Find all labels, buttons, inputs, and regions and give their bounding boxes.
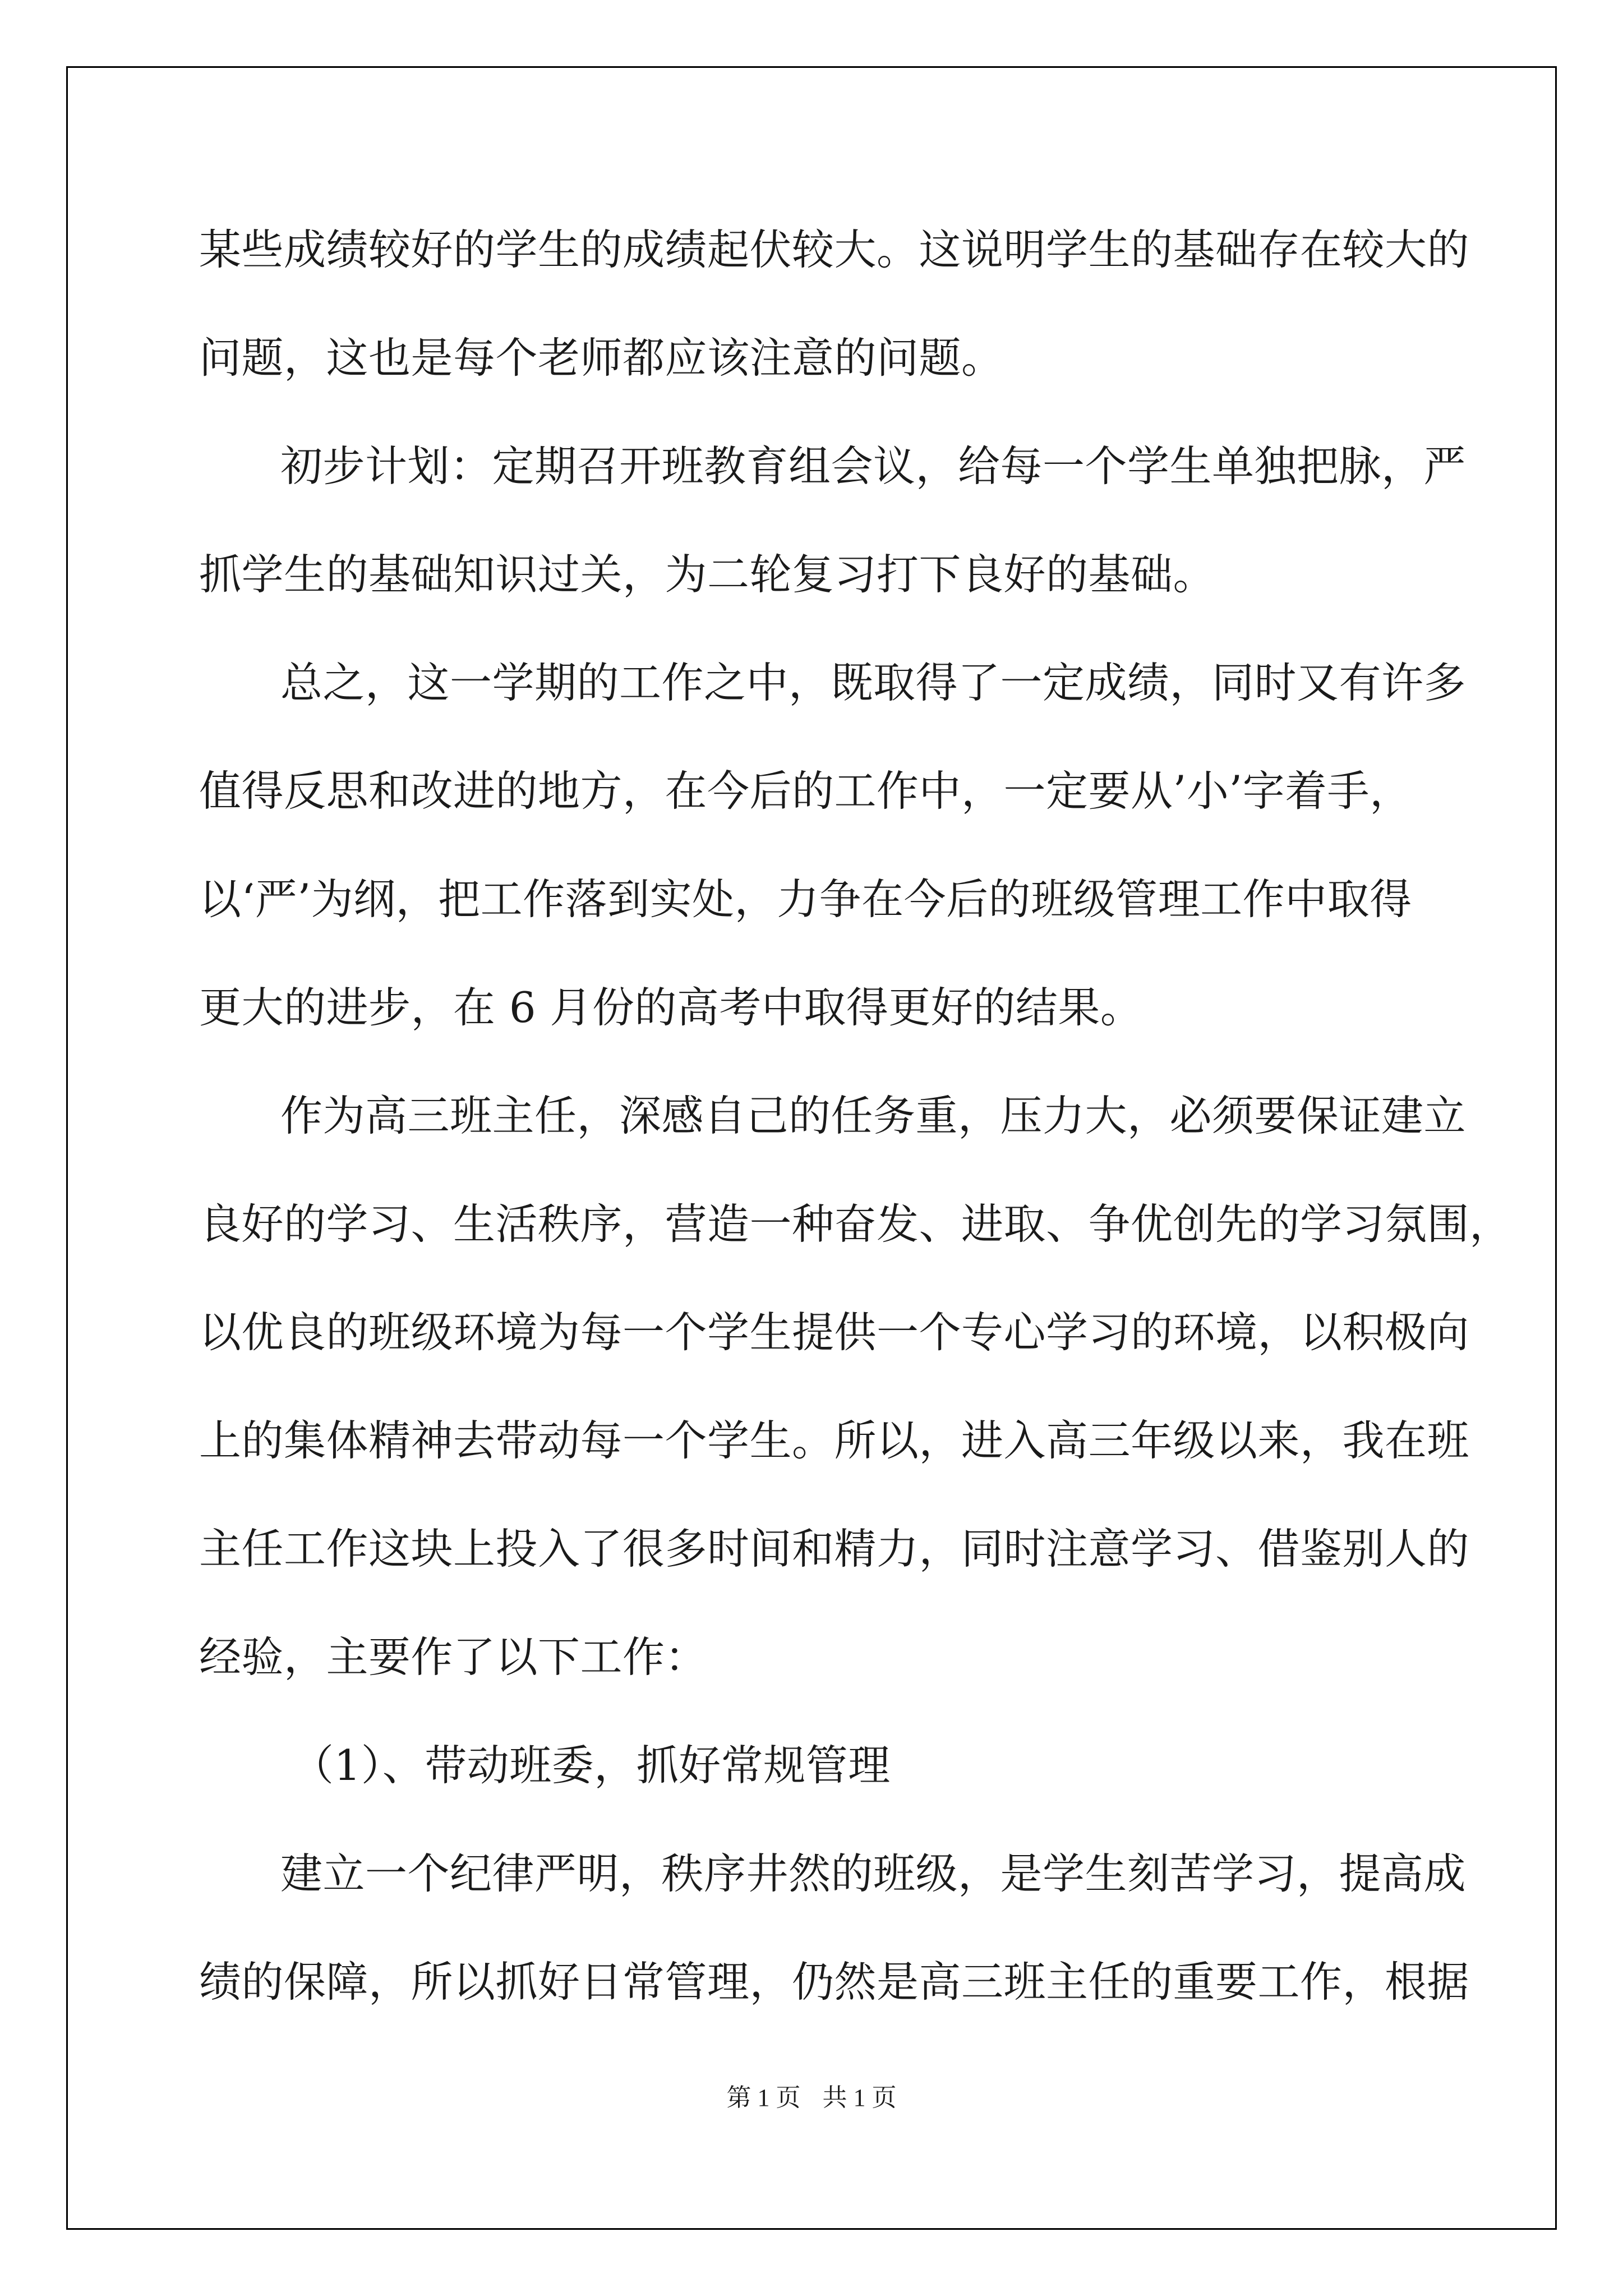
page-border [66, 66, 1557, 2230]
text-line: 良好的学习、生活秩序，营造一种奋发、进取、争优创先的学习氛围， [199, 1199, 1512, 1249]
text-line: 问题，这也是每个老师都应该注意的问题。 [199, 333, 1004, 383]
page-number: 第 1 页 [726, 2084, 801, 2111]
text-line: 主任工作这块上投入了很多时间和精力，同时注意学习、借鉴别人的 [199, 1524, 1470, 1573]
section-heading: （1）、带动班委，抓好常规管理 [292, 1741, 891, 1790]
text-line: 以优良的班级环境为每一个学生提供一个专心学习的环境，以积极向 [199, 1308, 1470, 1357]
paragraph-start-line: 作为高三班主任，深感自己的任务重，压力大，必须要保证建立 [280, 1091, 1467, 1140]
paragraph-start-line: 总之，这一学期的工作之中，既取得了一定成绩，同时又有许多 [280, 658, 1467, 707]
paragraph-start-line: 建立一个纪律严明，秩序井然的班级，是学生刻苦学习，提高成 [280, 1849, 1467, 1898]
text-line: 经验，主要作了以下工作： [199, 1632, 708, 1682]
paragraph-start-line: 初步计划：定期召开班教育组会议，给每一个学生单独把脉，严 [280, 441, 1467, 491]
text-line: 某些成绩较好的学生的成绩起伏较大。这说明学生的基础存在较大的 [199, 225, 1470, 274]
page-footer [0, 2081, 1623, 2115]
page-total: 共 1 页 [822, 2084, 897, 2111]
text-line: 以‘严’为纲，把工作落到实处，力争在今后的班级管理工作中取得 [199, 875, 1412, 924]
text-line: 上的集体精神去带动每一个学生。所以，进入高三年级以来，我在班 [199, 1416, 1470, 1465]
text-line: 更大的进步，在 6 月份的高考中取得更好的结果。 [199, 983, 1143, 1032]
text-line: 值得反思和改进的地方，在今后的工作中，一定要从’小’字着手， [199, 766, 1412, 816]
text-line: 抓学生的基础知识过关，为二轮复习打下良好的基础。 [199, 550, 1216, 599]
text-line: 绩的保障，所以抓好日常管理，仍然是高三班主任的重要工作，根据 [199, 1957, 1470, 2007]
